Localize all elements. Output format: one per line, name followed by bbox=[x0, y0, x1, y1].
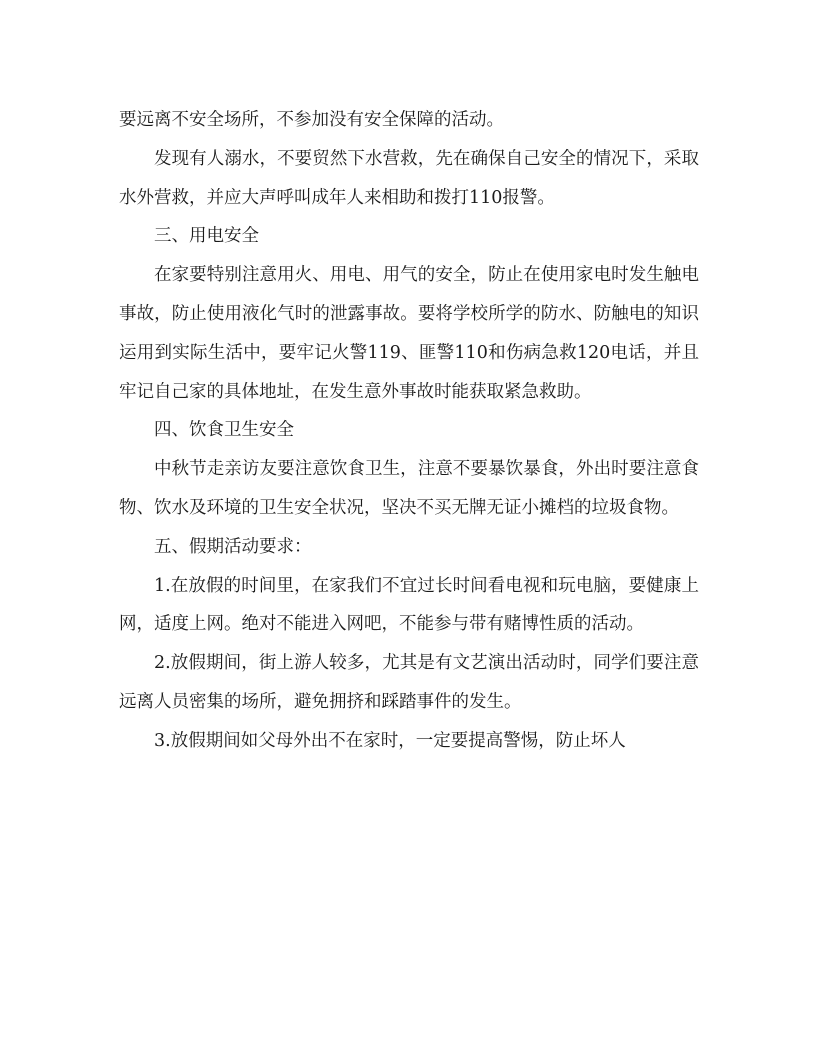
heading-holiday-requirements: 五、假期活动要求： bbox=[154, 536, 312, 557]
paragraph-food: 中秋节走亲访友要注意饮食卫生，注意不要暴饮暴食，外出时要注意食物、饮水及环境的卫生安全状况，坚决不买无牌无证小摊档的垃圾食物。 bbox=[119, 459, 699, 518]
list-item-2: 2.放假期间，街上游人较多，尤其是有文艺演出活动时，同学们要注意远离人员密集的场所，避免拥挤和踩踏事件的发生。 bbox=[119, 653, 699, 712]
list-item-1: 1.在放假的时间里，在家我们不宜过长时间看电视和玩电脑，要健康上网，适度上网。绝对不能进入网吧，不能参与带有赌博性质的活动。 bbox=[119, 575, 699, 635]
paragraph-drowning: 发现有人溺水，不要贸然下水营救，先在确保自己安全的情况下，采取水外营救，并应大声呼叫成年人来相助和拨打110报警。 bbox=[119, 148, 699, 208]
list-item-3: 3.放假期间如父母外出不在家时，一定要提高警惕，防止坏人 bbox=[154, 730, 626, 751]
document-body bbox=[119, 101, 699, 761]
heading-food-safety: 四、饮食卫生安全 bbox=[154, 420, 294, 441]
paragraph-electricity: 在家要特别注意用火、用电、用气的安全，防止在使用家电时发生触电事故，防止使用液化气时的泄露事故。要将学校所学的防水、防触电的知识运用到实际生活中，要牢记火警119、匪警110和伤病急救120电话，并且牢记自己家的具体地址，在发生意外事故时能获取紧急救助。 bbox=[119, 265, 699, 402]
heading-electricity-safety: 三、用电安全 bbox=[154, 226, 259, 247]
paragraph-continuation: 要远离不安全场所，不参加没有安全保障的活动。 bbox=[119, 110, 504, 130]
